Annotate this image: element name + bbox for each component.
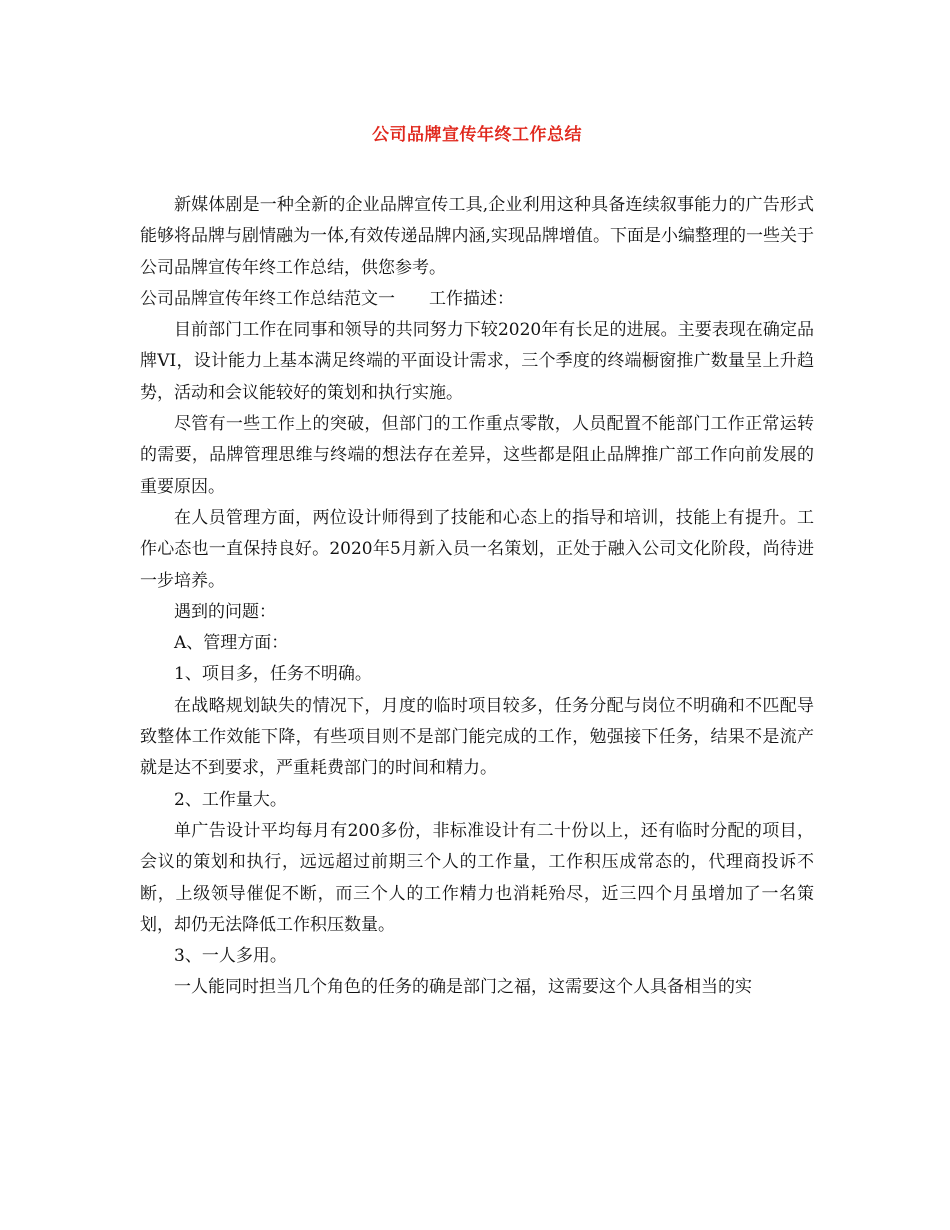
subheading: A、管理方面： [174, 633, 289, 654]
paragraph: 在战略规划缺失的情况下，月度的临时项目较多，任务分配与岗位不明确和不匹配导致整体工作效能下降，有些项目则不是部门能完成的工作，勉强接下任务，结果不是流产就是达不到要求，严重耗费部门的时间和精力。 [140, 695, 814, 779]
document-body [140, 190, 814, 1004]
section-heading: 公司品牌宣传年终工作总结范文一 工作描述： [140, 288, 514, 309]
document-page [140, 118, 814, 1004]
document-title: 公司品牌宣传年终工作总结 [372, 125, 582, 145]
paragraph: 目前部门工作在同事和领导的共同努力下较2020年有长足的进展。主要表现在确定品牌VI，设计能力上基本满足终端的平面设计需求，三个季度的终端橱窗推广数量呈上升趋势，活动和会议能较好的策划和执行实施。 [140, 320, 814, 403]
list-item: 1、项目多，任务不明确。 [174, 664, 372, 685]
paragraph: 一人能同时担当几个角色的任务的确是部门之福，这需要这个人具备相当的实 [174, 977, 752, 998]
list-item: 2、工作量大。 [174, 789, 287, 810]
list-item: 3、一人多用。 [174, 946, 287, 967]
paragraph: 新媒体剧是一种全新的企业品牌宣传工具,企业利用这种具备连续叙事能力的广告形式能够将品牌与剧情融为一体,有效传递品牌内涵,实现品牌增值。下面是小编整理的一些关于公司品牌宣传年终工作总结，供您参考。 [140, 195, 814, 278]
paragraph: 尽管有一些工作上的突破，但部门的工作重点零散，人员配置不能部门工作正常运转的需要，品牌管理思维与终端的想法存在差异，这些都是阻止品牌推广部工作向前发展的重要原因。 [140, 414, 814, 497]
subheading: 遇到的问题： [174, 601, 276, 622]
paragraph: 单广告设计平均每月有200多份，非标准设计有二十份以上，还有临时分配的项目，会议的策划和执行，远远超过前期三个人的工作量，工作积压成常态的，代理商投诉不断，上级领导催促不断，而三个人的工作精力也消耗殆尽，近三四个月虽增加了一名策划，却仍无法降低工作积压数量。 [140, 820, 814, 935]
paragraph: 在人员管理方面，两位设计师得到了技能和心态上的指导和培训，技能上有提升。工作心态也一直保持良好。2020年5月新入员一名策划，正处于融入公司文化阶段，尚待进一步培养。 [140, 507, 814, 591]
